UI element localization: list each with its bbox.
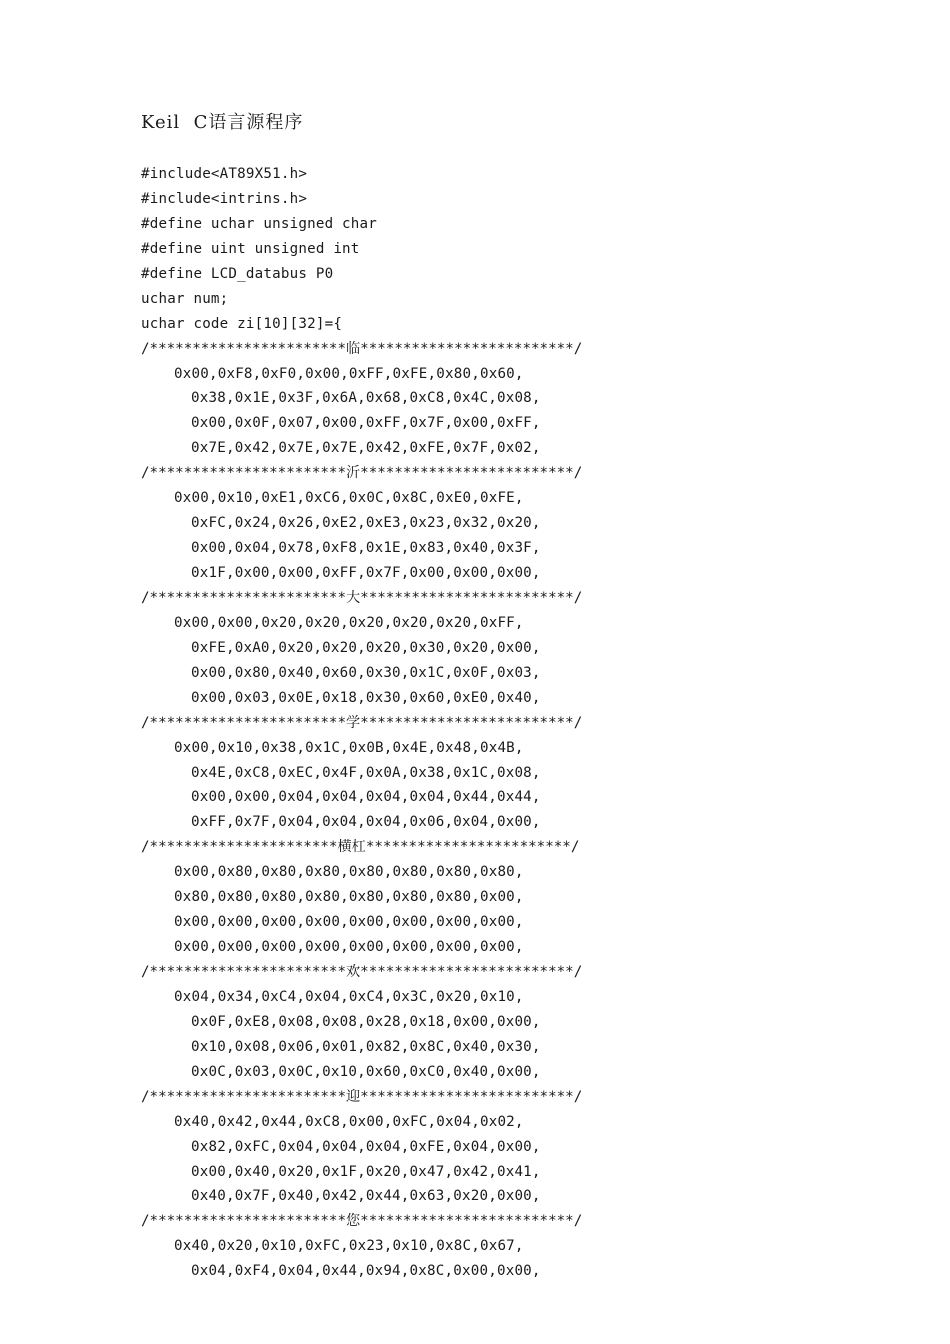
code-line: 0x00,0xF8,0xF0,0x00,0xFF,0xFE,0x80,0x60, [174, 365, 524, 382]
code-line: uchar code zi[10][32]={ [141, 315, 343, 332]
code-line: 0x00,0x10,0xE1,0xC6,0x0C,0x8C,0xE0,0xFE, [174, 490, 524, 507]
code-line: 0xFC,0x24,0x26,0xE2,0xE3,0x23,0x32,0x20, [191, 515, 541, 532]
code-line: 0x00,0x0F,0x07,0x00,0xFF,0x7F,0x00,0xFF, [191, 415, 541, 432]
code-line: #define uint unsigned int [141, 240, 360, 257]
code-comment-line: /***********************沂*************************/ [141, 465, 583, 482]
code-line: 0x00,0x00,0x04,0x04,0x04,0x04,0x44,0x44, [191, 789, 541, 806]
code-comment-line: /***********************大*************************/ [141, 589, 583, 606]
code-line: 0x04,0xF4,0x04,0x44,0x94,0x8C,0x00,0x00, [191, 1263, 541, 1280]
code-line: 0x00,0x00,0x20,0x20,0x20,0x20,0x20,0xFF, [174, 614, 524, 631]
code-line: 0x00,0x04,0x78,0xF8,0x1E,0x83,0x40,0x3F, [191, 540, 541, 557]
code-line: 0x38,0x1E,0x3F,0x6A,0x68,0xC8,0x4C,0x08, [191, 390, 541, 407]
code-comment-line: /**********************横杠************************/ [141, 839, 580, 856]
code-line: #include<AT89X51.h> [141, 166, 308, 182]
code-line: 0x00,0x40,0x20,0x1F,0x20,0x47,0x42,0x41, [191, 1163, 541, 1180]
code-line: 0x10,0x08,0x06,0x01,0x82,0x8C,0x40,0x30, [191, 1038, 541, 1055]
code-comment-line: /***********************学*************************/ [141, 714, 583, 731]
code-comment-line: /***********************欢*************************/ [141, 964, 583, 980]
code-line: 0x40,0x20,0x10,0xFC,0x23,0x10,0x8C,0x67, [174, 1238, 524, 1255]
code-line: 0x82,0xFC,0x04,0x04,0x04,0xFE,0x04,0x00, [191, 1138, 541, 1155]
code-line: 0x00,0x00,0x00,0x00,0x00,0x00,0x00,0x00, [174, 914, 524, 931]
code-line: 0x00,0x80,0x40,0x60,0x30,0x1C,0x0F,0x03, [191, 664, 541, 681]
source-code-block [141, 162, 901, 1284]
code-line: #define uchar unsigned char [141, 215, 378, 232]
code-line: 0x0C,0x03,0x0C,0x10,0x60,0xC0,0x40,0x00, [191, 1063, 541, 1080]
code-comment-line: /***********************迎*************************/ [141, 1088, 583, 1105]
code-line: 0x00,0x03,0x0E,0x18,0x30,0x60,0xE0,0x40, [191, 689, 541, 706]
code-line: 0x00,0x80,0x80,0x80,0x80,0x80,0x80,0x80, [174, 864, 524, 881]
code-line: 0x40,0x42,0x44,0xC8,0x00,0xFC,0x04,0x02, [174, 1113, 524, 1130]
code-line: 0x4E,0xC8,0xEC,0x4F,0x0A,0x38,0x1C,0x08, [191, 764, 541, 781]
code-line: 0xFF,0x7F,0x04,0x04,0x04,0x06,0x04,0x00, [191, 814, 541, 831]
code-comment-line: /***********************临*************************/ [141, 340, 583, 357]
code-line: 0x00,0x10,0x38,0x1C,0x0B,0x4E,0x48,0x4B, [174, 739, 524, 756]
code-line: uchar num; [141, 290, 229, 307]
code-line: 0x40,0x7F,0x40,0x42,0x44,0x63,0x20,0x00, [191, 1188, 541, 1205]
code-line: 0x80,0x80,0x80,0x80,0x80,0x80,0x80,0x00, [174, 889, 524, 906]
code-line: 0x1F,0x00,0x00,0xFF,0x7F,0x00,0x00,0x00, [191, 565, 541, 581]
document-title: Keil C语言源程序 [141, 112, 304, 133]
code-line: #define LCD_databus P0 [141, 265, 334, 282]
code-line: 0x04,0x34,0xC4,0x04,0xC4,0x3C,0x20,0x10, [174, 988, 524, 1005]
code-line: 0x0F,0xE8,0x08,0x08,0x28,0x18,0x00,0x00, [191, 1013, 541, 1030]
code-comment-line: /***********************您*************************/ [141, 1213, 583, 1230]
code-line: 0x7E,0x42,0x7E,0x7E,0x42,0xFE,0x7F,0x02, [191, 440, 541, 457]
code-line: 0x00,0x00,0x00,0x00,0x00,0x00,0x00,0x00, [174, 939, 524, 956]
code-line: 0xFE,0xA0,0x20,0x20,0x20,0x30,0x20,0x00, [191, 639, 541, 656]
code-line: #include<intrins.h> [141, 190, 308, 207]
